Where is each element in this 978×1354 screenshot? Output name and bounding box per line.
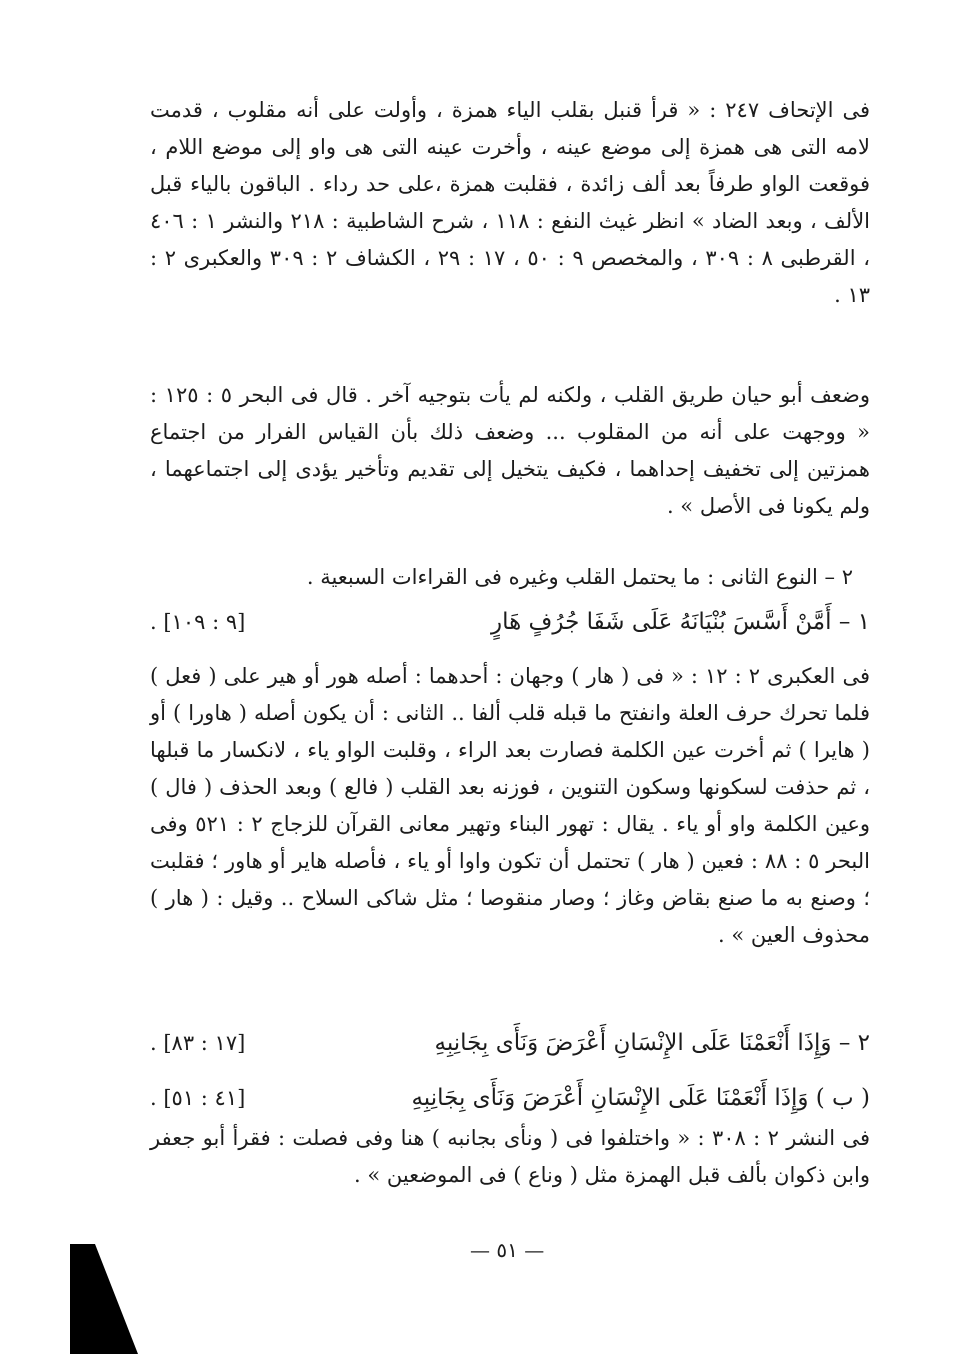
paragraph-nashr-quote: فى النشر ٢ : ٣٠٨ : « واختلفوا فى ( ونأى بجانبه ) هنا وفى فصلت : فقرأ أبو جعفر وابن ذكوان بألف قبل الهمزة مثل ( وناع ) فى الموضعين » . <box>150 1126 870 1187</box>
verse-text: ( ب ) وَإِذَا أَنْعَمْنَا عَلَى الإِنْسَانِ أَعْرَضَ وَنَأَى بِجَانِبِهِ <box>411 1085 870 1111</box>
scan-edge-shadow <box>0 1244 140 1354</box>
verse-text: ١ – أَمَّنْ أَسَّسَ بُنْيَانَهُ عَلَى شَفَا جُرُفٍ هَارٍ <box>491 609 870 635</box>
paragraph-ithaf-quote: فى الإتحاف ٢٤٧ : « قرأ قنبل بقلب الياء همزة ، وأولت على أنه مقلوب ، قدمت لامه التى هى همزة إلى موضع عينه ، وأخرت عينه التى هى واو إلى موضع اللام ، فوقعت الواو طرفاً بعد ألف زائدة ، فقلبت همزة ،على حد رداء . الباقون بالياء قبل الألف ، وبعد الضاد » انظر غيث النفع : ١١٨ ، شرح الشاطبية : ٢١٨ والنشر ١ : ٤٠٦ ، القرطبى ٨ : ٣٠٩ ، والمخصص ٩ : ٥٠ ، ١٧ : ٢٩ ، الكشاف ٢ : ٣٠٩ والعكبرى ٢ : ١٣ . <box>150 98 871 307</box>
paragraph-ukbari-har: فى العكبرى ٢ : ١٢ : « فى ( هار ) وجهان : أحدهما : أصله هور أو هير على ( فعل ) فلما تحرك حرف العلة وانفتح ما قبله قلب ألفا .. الثانى : أن يكون أصله ( هاورا ) أو ( هايرا ) ثم أخرت عين الكلمة فصارت بعد الراء ، وقلبت الواو ياء ، لانكسار ما قبلها ، ثم حذفت لسكونها وسكون التنوين ، فوزنه بعد القلب ( فالع ) وبعد الحذف ( فال ) وعين الكلمة واو أو ياء . يقال : تهور البناء وتهير معانى القرآن للزجاج ٢ : ٥٢١ وفى البحر ٥ : ٨٨ : فعين ( هار ) تحتمل أن تكون واوا أو ياء ، فأصله هاير أو هاور ؛ فقلبت ؛ وصنع به ما صنع بقاض وغاز ؛ وصار منقوصا ؛ مثل شاكى السلاح .. وقيل : ( هار ) محذوف العين » . <box>150 664 871 947</box>
verse-reference: [٩ : ١٠٩] . <box>150 610 246 634</box>
verse-reference: [٤١ : ٥١] . <box>150 1086 246 1110</box>
verse-text: ٢ – وَإِذَا أَنْعَمْنَا عَلَى الإِنْسَانِ أَعْرَضَ وَنَأَى بِجَانِبِهِ <box>434 1030 870 1056</box>
verse-reference: [١٧ : ٨٣] . <box>150 1031 246 1055</box>
paragraph-abu-hayyan: وضعف أبو حيان طريق القلب ، ولكنه لم يأت بتوجيه آخر . قال فى البحر ٥ : ١٢٥ : « ووجهت على أنه من المقلوب ... وضعف ذلك بأن القياس الفرار من اجتماع همزتين إلى تخفيف إحداهما ، فكيف يتخيل إلى تقديم وتأخير يؤدى إلى اجتماعهما ، ولم يكونا فى الأصل » . <box>150 383 870 518</box>
page-number: — ٥١ — <box>470 1238 545 1262</box>
section-heading: ٢ – النوع الثانى : ما يحتمل القلب وغيره فى القراءات السبعية . <box>306 565 853 589</box>
